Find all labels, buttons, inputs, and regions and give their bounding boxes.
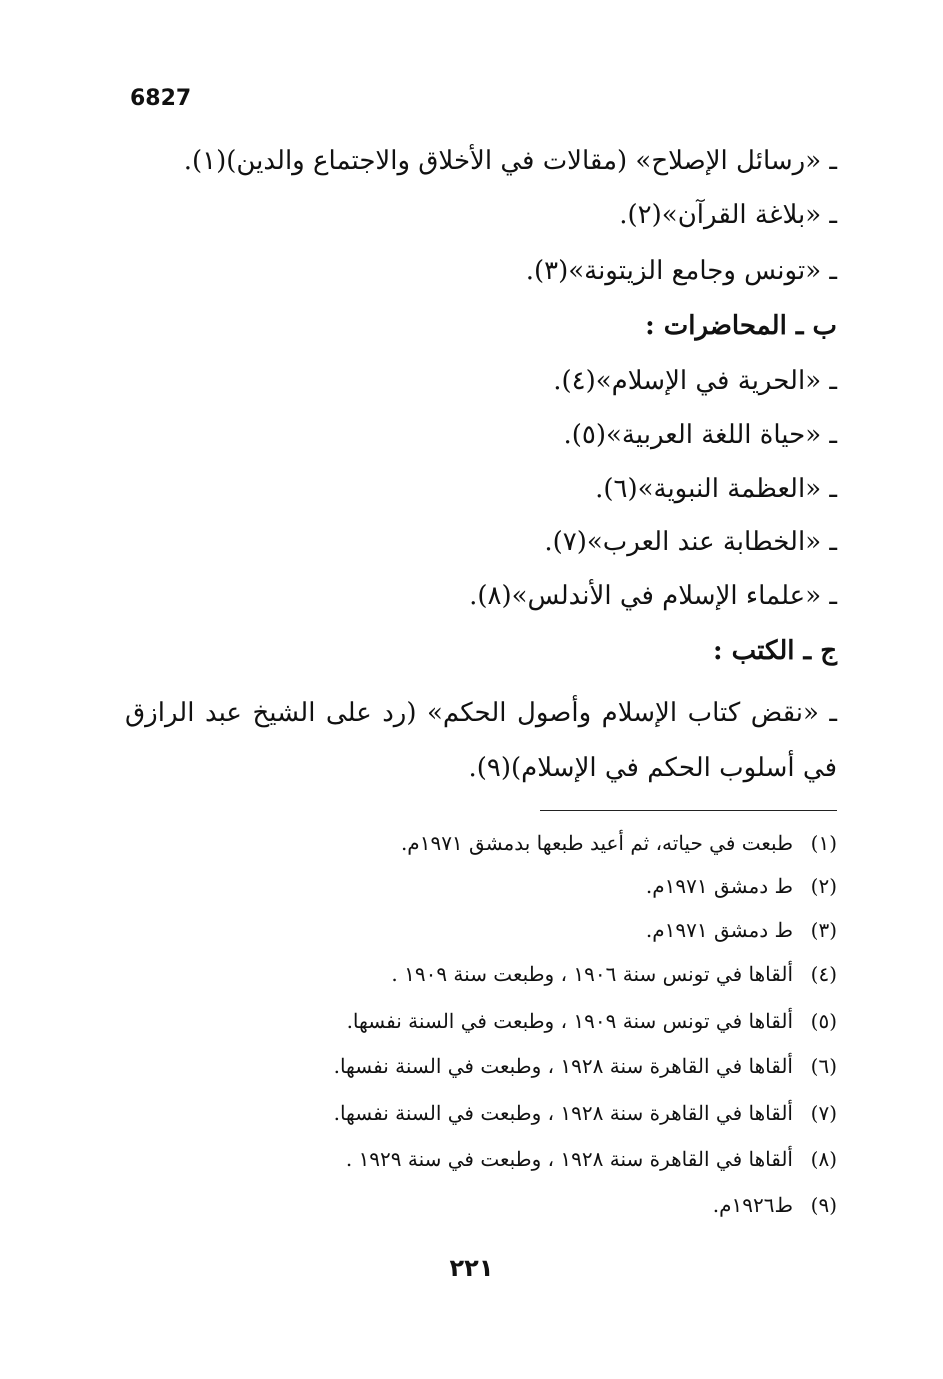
footnote [346, 1146, 837, 1172]
footnote-number: (٥) [810, 1009, 837, 1033]
footnote [646, 873, 837, 899]
footnote [334, 1053, 837, 1079]
list-item: ـ «حياة اللغة العربية»(٥). [563, 420, 837, 450]
list-item: ـ «العظمة النبوية»(٦). [595, 474, 837, 504]
footnote-number: (٧) [810, 1101, 837, 1125]
footnote-number: (٢) [810, 874, 837, 898]
footnote [713, 1192, 837, 1218]
footnote-text: ط دمشق ١٩٧١م. [645, 918, 793, 942]
footnote-number: (٦) [810, 1054, 837, 1078]
footnote-number: (١) [810, 831, 837, 855]
footnote-divider [540, 810, 837, 811]
footnote-text: ألقاها في القاهرة سنة ١٩٢٨ ، وطبعت في السنة نفسها. [333, 1101, 793, 1125]
footnote-text: طبعت في حياته، ثم أعيد طبعها بدمشق ١٩٧١م. [400, 831, 793, 855]
footnote-text: ألقاها في القاهرة سنة ١٩٢٨ ، وطبعت في السنة نفسها. [333, 1054, 793, 1078]
footnote-text: ط١٩٢٦م. [712, 1193, 793, 1217]
footnote [347, 1008, 837, 1034]
footnote-text: ط دمشق ١٩٧١م. [645, 874, 793, 898]
footnote-number: (٨) [810, 1147, 837, 1171]
footnote [391, 961, 837, 987]
section-heading-lectures: ب ـ المحاضرات : [645, 311, 837, 341]
list-item: ـ «رسائل الإصلاح» (مقالات في الأخلاق والاجتماع والدين)(١). [183, 146, 837, 176]
list-item: ـ «الحرية في الإسلام»(٤). [553, 366, 837, 396]
list-item: ـ «تونس وجامع الزيتونة»(٣). [525, 256, 837, 286]
footnote [401, 830, 837, 856]
footnote-text: ألقاها في تونس سنة ١٩٠٩ ، وطبعت في السنة نفسها. [346, 1009, 793, 1033]
page-number: ٢٢١ [449, 1254, 494, 1282]
footnote-number: (٩) [810, 1193, 837, 1217]
list-item: ـ «الخطابة عند العرب»(٧). [544, 527, 837, 557]
footnote [646, 917, 837, 943]
book-paragraph: ـ «نقض كتاب الإسلام وأصول الحكم» (رد على الشيخ عبد الرازق في أسلوب الحكم في الإسلام)(٩). [125, 698, 837, 783]
footnote-text: ألقاها في القاهرة سنة ١٩٢٨ ، وطبعت في سنة ١٩٢٩ . [345, 1147, 793, 1171]
page-id: 6827 [130, 86, 192, 111]
footnote-number: (٤) [810, 962, 837, 986]
section-heading-books: ج ـ الكتب : [712, 636, 837, 666]
list-item: ـ «علماء الإسلام في الأندلس»(٨). [469, 581, 837, 611]
footnote-number: (٣) [810, 918, 837, 942]
footnote [334, 1100, 837, 1126]
footnote-text: ألقاها في تونس سنة ١٩٠٦ ، وطبعت سنة ١٩٠٩ . [391, 962, 793, 986]
list-item: ـ «بلاغة القرآن»(٢). [619, 200, 837, 230]
